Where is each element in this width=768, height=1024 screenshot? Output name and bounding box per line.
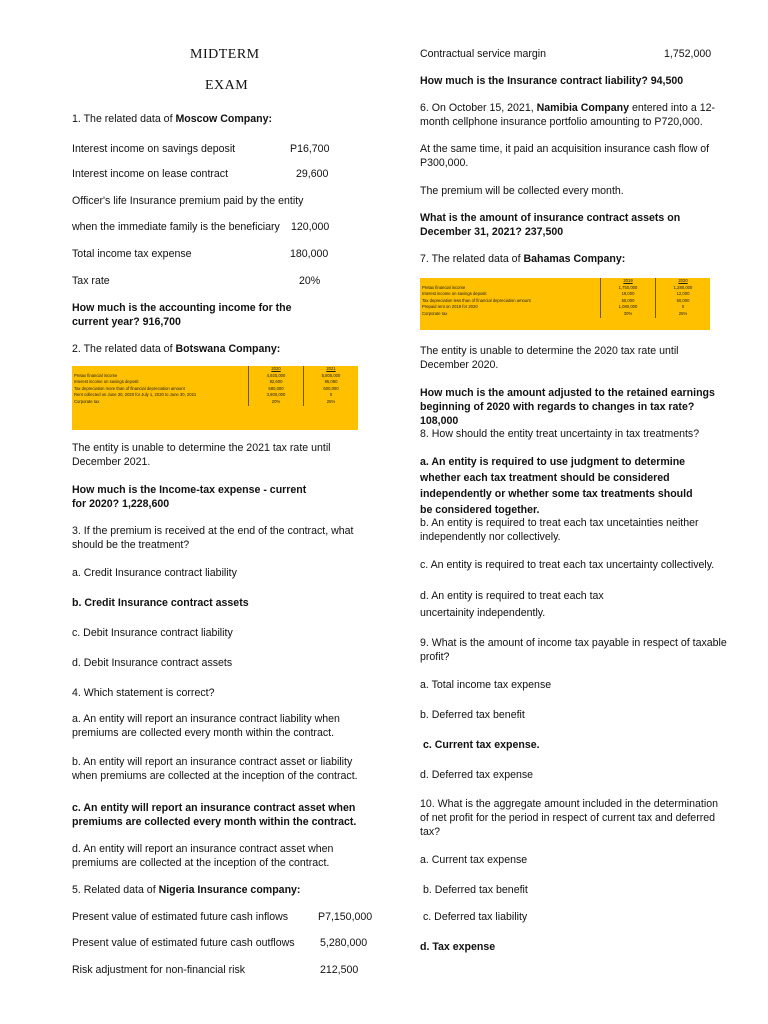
q8-option-answer: a. An entity is required to use judgment to determine whether each tax treatment should be considered independently or whether some tax treatments should be considered together. — [420, 456, 693, 516]
q1-row-label: Interest income on lease contract — [72, 168, 229, 180]
q1-intro: 1. The related data of Moscow Company: — [72, 113, 272, 125]
q4-option: b. An entity will report an insurance contract asset or liability when premiums are collected at the inception of the contract. — [72, 756, 358, 782]
q9-option: b. Deferred tax benefit — [420, 709, 525, 721]
q4-option-answer: c. An entity will report an insurance contract asset when premiums are collected every month within the contract. — [72, 802, 357, 828]
q4-question: 4. Which statement is correct? — [72, 687, 215, 699]
q1-row-label: Total income tax expense — [72, 248, 192, 260]
q8-option: d. An entity is required to treat each tax uncertainity independently. — [420, 590, 604, 619]
q5-row-value: 5,280,000 — [320, 937, 368, 949]
q5-row-label: Contractual service margin — [420, 48, 546, 60]
q3-option: a. Credit Insurance contract liability — [72, 567, 237, 579]
q1-row-value: 29,600 — [296, 168, 329, 180]
q5-row-value: P7,150,000 — [318, 911, 373, 923]
q10-option: c. Deferred tax liability — [423, 911, 528, 923]
q2-question: How much is the Income-tax expense - current for 2020? 1,228,600 — [72, 484, 307, 510]
q1-row-value: 20% — [299, 275, 321, 287]
q1-row-value: P16,700 — [290, 143, 330, 155]
q6-paragraph: At the same time, it paid an acquisition insurance cash flow of P300,000. — [420, 143, 710, 169]
q3-option-answer: b. Credit Insurance contract assets — [72, 597, 249, 609]
q6-paragraph: The premium will be collected every month. — [420, 185, 624, 197]
q9-question: 9. What is the amount of income tax payable in respect of taxable profit? — [420, 637, 727, 663]
q1-row-label: when the immediate family is the beneficiary — [72, 221, 280, 233]
q3-question: 3. If the premium is received at the end of the contract, what should be the treatment? — [72, 525, 354, 551]
q8-option: b. An entity is required to treat each tax uncetainties neither independently nor collectively. — [420, 517, 699, 543]
q1-row-value: 120,000 — [291, 221, 330, 233]
q1-row-label: Officer's life Insurance premium paid by the entity — [72, 195, 304, 207]
q2-note: The entity is unable to determine the 2021 tax rate until December 2021. — [72, 442, 331, 468]
q7-question: How much is the amount adjusted to the retained earnings beginning of 2020 with regards to changes in tax rate? 108,000 — [420, 387, 715, 427]
q10-question: 10. What is the aggregate amount included in the determination of net profit for the period in respect of current tax and deferred tax? — [420, 798, 718, 838]
exam-title-line1: MIDTERM — [190, 47, 260, 62]
q10-option: a. Current tax expense — [420, 854, 528, 866]
q1-question: How much is the accounting income for the current year? 916,700 — [72, 302, 292, 328]
q9-option: d. Deferred tax expense — [420, 769, 534, 781]
q2-intro: 2. The related data of Botswana Company: — [72, 343, 281, 355]
q5-row-value: 212,500 — [320, 964, 359, 976]
q2-data-table: 2020 2021 Pretax financial income 4,925,000 5,805,000 Interest income on savings deposit 82,600 95,080 Tax depreciation more than of financial depreciation amount 580,000 600,000 Rent collected on June 30, 2020 for July 1, 2020 to June 30, 2021 3,600,000 0 Corporate tax 20% 25% — [72, 366, 358, 430]
q1-row-value: 180,000 — [290, 248, 329, 260]
q5-row-label: Present value of estimated future cash outflows — [72, 937, 295, 949]
q7-intro: 7. The related data of Bahamas Company: — [420, 253, 626, 265]
q10-option: b. Deferred tax benefit — [423, 884, 528, 896]
q8-option: c. An entity is required to treat each tax uncertainty collectively. — [420, 559, 715, 571]
q9-option-answer: c. Current tax expense. — [423, 739, 540, 751]
q5-question: How much is the Insurance contract liability? 94,500 — [420, 75, 684, 87]
q7-note: The entity is unable to determine the 2020 tax rate until December 2020. — [420, 345, 679, 371]
q5-row-value: 1,752,000 — [664, 48, 712, 60]
q8-question: 8. How should the entity treat uncertainty in tax treatments? — [420, 428, 700, 440]
q7-data-table: 2019 2020 Pretax financial income 1,750,000 1,280,000 Interest income on savings deposit 19,000 12,000 Tax depreciation less than of financial depreciation amount 50,000 50,000 Prepaid rent on 2019 for 2020 1,080,000 0 Corporate tax 30% 25% — [420, 278, 710, 330]
q6-question: What is the amount of insurance contract assets on December 31, 2021? 237,500 — [420, 212, 681, 238]
q5-row-label: Present value of estimated future cash inflows — [72, 911, 289, 923]
q5-row-label: Risk adjustment for non-financial risk — [72, 964, 246, 976]
q1-row-label: Interest income on savings deposit — [72, 143, 236, 155]
q4-option: d. An entity will report an insurance contract asset when premiums are collected at the inception of the contract. — [72, 843, 334, 869]
q1-row-label: Tax rate — [72, 275, 110, 287]
q4-option: a. An entity will report an insurance contract liability when premiums are collected every month within the contract. — [72, 713, 340, 739]
q3-option: d. Debit Insurance contract assets — [72, 657, 233, 669]
q10-option-answer: d. Tax expense — [420, 941, 496, 953]
exam-title-line2: EXAM — [205, 78, 249, 93]
q9-option: a. Total income tax expense — [420, 679, 552, 691]
q3-option: c. Debit Insurance contract liability — [72, 627, 233, 639]
q6-intro: 6. On October 15, 2021, Namibia Company entered into a 12-month cellphone insurance portfolio amounting to P720,000. — [420, 102, 716, 128]
q5-intro: 5. Related data of Nigeria Insurance company: — [72, 884, 301, 896]
